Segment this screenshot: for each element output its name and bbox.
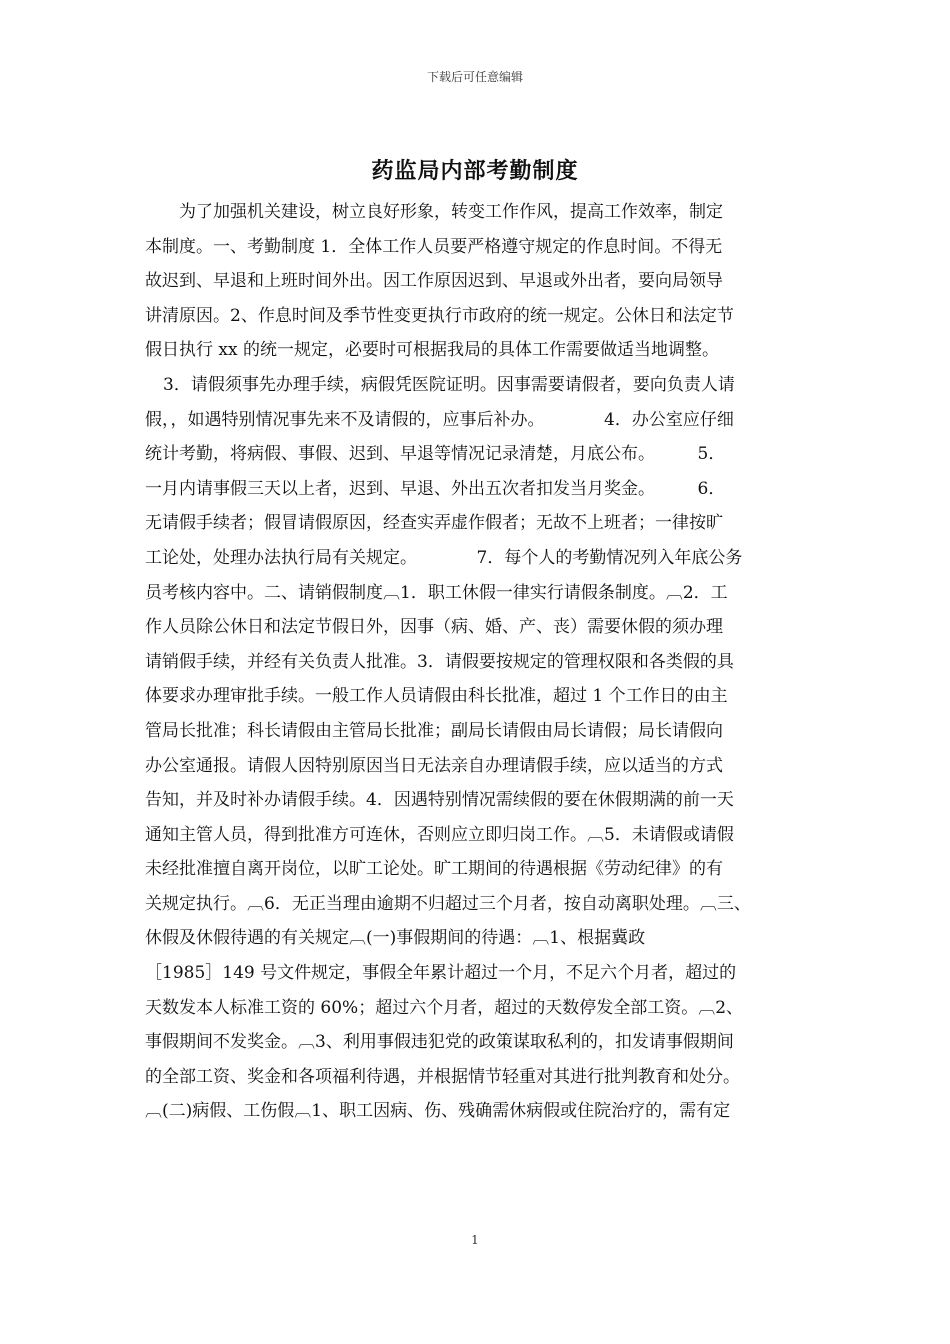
body-line: 员考核内容中。二、请销假制度︹1．职工休假一律实行请假条制度。︹2．工 [145,582,728,603]
body-line: 故迟到、早退和上班时间外出。因工作原因迟到、早退或外出者，要向局领导 [145,271,723,292]
body-line: ︹(二)病假、工伤假︹1、职工因病、伤、残确需休病假或住院治疗的，需有定 [145,1101,731,1122]
body-line: 讲清原因。2、作息时间及季节性变更执行市政府的统一规定。公休日和法定节 [145,305,734,326]
page-header-note: 下载后可任意编辑 [426,70,523,84]
page-number: 1 [471,1233,479,1247]
body-line: ［1985］149 号文件规定，事假全年累计超过一个月，不足六个月者，超过的 [145,963,737,984]
body-line: 假，，如遇特别情况事先来不及请假的，应事后补办。 4．办公室应仔细 [145,409,734,430]
body-line: 办公室通报。请假人因特别原因当日无法亲自办理请假手续，应以适当的方式 [145,755,723,776]
body-line: 未经批准擅自离开岗位，以旷工论处。旷工期间的待遇根据《劳动纪律》的有 [145,859,723,880]
body-line: 假日执行 xx 的统一规定，必要时可根据我局的具体工作需要做适当地调整。 [145,340,719,361]
body-line: 无请假手续者；假冒请假原因，经查实弄虚作假者；无故不上班者；一律按旷 [145,513,723,534]
body-line: 作人员除公休日和法定节假日外，因事（病、婚、产、丧）需要休假的须办理 [145,617,723,638]
body-line: 一月内请事假三天以上者，迟到、早退、外出五次者扣发当月奖金。 6． [145,478,726,499]
body-line: 统计考勤，将病假、事假、迟到、早退等情况记录清楚，月底公布。 5． [145,444,726,465]
body-line: 请销假手续，并经有关负责人批准。3．请假要按规定的管理权限和各类假的具 [145,651,734,672]
body-line: 管局长批准；科长请假由主管局长批准；副局长请假由局长请假；局长请假向 [145,720,723,741]
body-line: 3．请假须事先办理手续，病假凭医院证明。因事需要请假者，要向负责人请 [163,374,735,395]
body-line: 为了加强机关建设，树立良好形象，转变工作作风，提高工作效率，制定 [179,202,723,222]
document-title: 药监局内部考勤制度 [371,158,579,184]
body-line: 关规定执行。︹6．无正当理由逾期不归超过三个月者，按自动离职处理。︹三、 [145,893,751,914]
body-line: 体要求办理审批手续。一般工作人员请假由科长批准，超过 1 个工作日的由主 [145,686,728,707]
body-line: 告知，并及时补办请假手续。4．因遇特别情况需续假的要在休假期满的前一天 [145,790,734,811]
document-body [145,195,815,1129]
body-line: 事假期间不发奖金。︹3、利用事假违犯党的政策谋取私利的，扣发请事假期间 [145,1032,734,1053]
body-line: 天数发本人标准工资的 60%；超过六个月者，超过的天数停发全部工资。︹2、 [145,997,744,1018]
body-line: 本制度。一、考勤制度 1．全体工作人员要严格遵守规定的作息时间。不得无 [145,236,723,257]
body-line: 的全部工资、奖金和各项福利待遇，并根据情节轻重对其进行批判教育和处分。 [145,1066,740,1087]
body-line: 通知主管人员，得到批准方可连休，否则应立即归岗工作。︹5．未请假或请假 [145,824,734,845]
body-line: 休假及休假待遇的有关规定︹(一)事假期间的待遇：︹1、根据冀政 [145,928,646,949]
body-line: 工论处，处理办法执行局有关规定。 7．每个人的考勤情况列入年底公务 [145,547,743,568]
